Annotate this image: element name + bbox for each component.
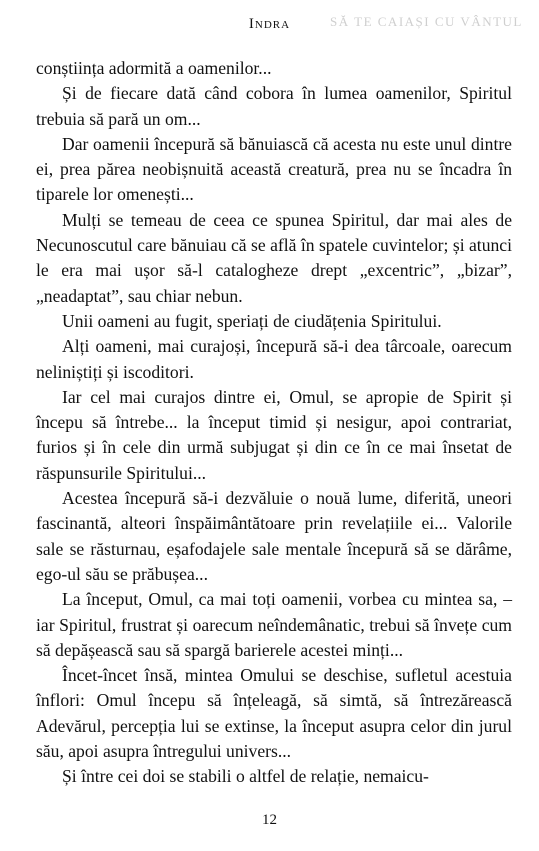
running-title: Indra [248,16,291,32]
bleed-through-header: SĂ TE CAIAȘI CU VÂNTUL [330,14,523,29]
paragraph-6: Alți oameni, mai curajoși, începură să-i dea târcoale, oarecum neliniștiți și iscoditori. [36,336,512,382]
paragraph-11: Și între cei doi se stabili o altfel de relație, nemaicu- [62,766,429,787]
paragraph-4: Mulți se temeau de ceea ce spunea Spiritul, dar mai ales de Necunoscutul care bănuiau că se află în spatele cuvintelor; și atunci le era mai ușor să-l catalogheze drept „excentric”, „bizar”, „neadaptat”, sau chiar nebun. [36,209,512,306]
page-number: 12 [262,812,277,828]
paragraph-1: conștiința adormită a oamenilor... [36,58,272,78]
page-body [36,56,512,790]
paragraph-2: Și de fiecare dată când cobora în lumea oamenilor, Spiritul trebuia să pară un om... [36,83,512,129]
paragraph-7: Iar cel mai curajos dintre ei, Omul, se apropie de Spirit și începu să întrebe... la început timid și nesigur, apoi contrariat, furios și în cele din urmă subjugat și din ce în ce mai însetat de răspunsurile Spiritului... [36,386,512,483]
paragraph-3: Dar oamenii începură să bănuiască că acesta nu este unul dintre ei, prea părea neobișnuită această creatură, prea nu se încadra în tiparele lor omenești... [36,133,512,205]
paragraph-10: Încet-încet însă, mintea Omului se deschise, sufletul acestuia înflori: Omul începu să înțeleagă, să simtă, să întrezărească Adevărul, percepția lui se extinse, la început asupra celor din jurul său, apoi asupra întregului univers... [36,665,512,762]
paragraph-5: Unii oameni au fugit, speriați de ciudățenia Spiritului. [62,310,442,331]
paragraph-9: La început, Omul, ca mai toți oamenii, vorbea cu mintea sa, – iar Spiritul, frustrat și oarecum neîndemânatic, trebui să învețe cum să depășească sau să spargă barierele acestei minți... [36,589,512,660]
paragraph-8: Acestea începură să-i dezvăluie o nouă lume, diferită, uneori fascinantă, alteori înspăimântătoare prin revelațiile ei... Valorile sale se răsturnau, eșafodajele sale mentale începură să se dărâme, ego-ul său se prăbușea... [36,488,512,584]
